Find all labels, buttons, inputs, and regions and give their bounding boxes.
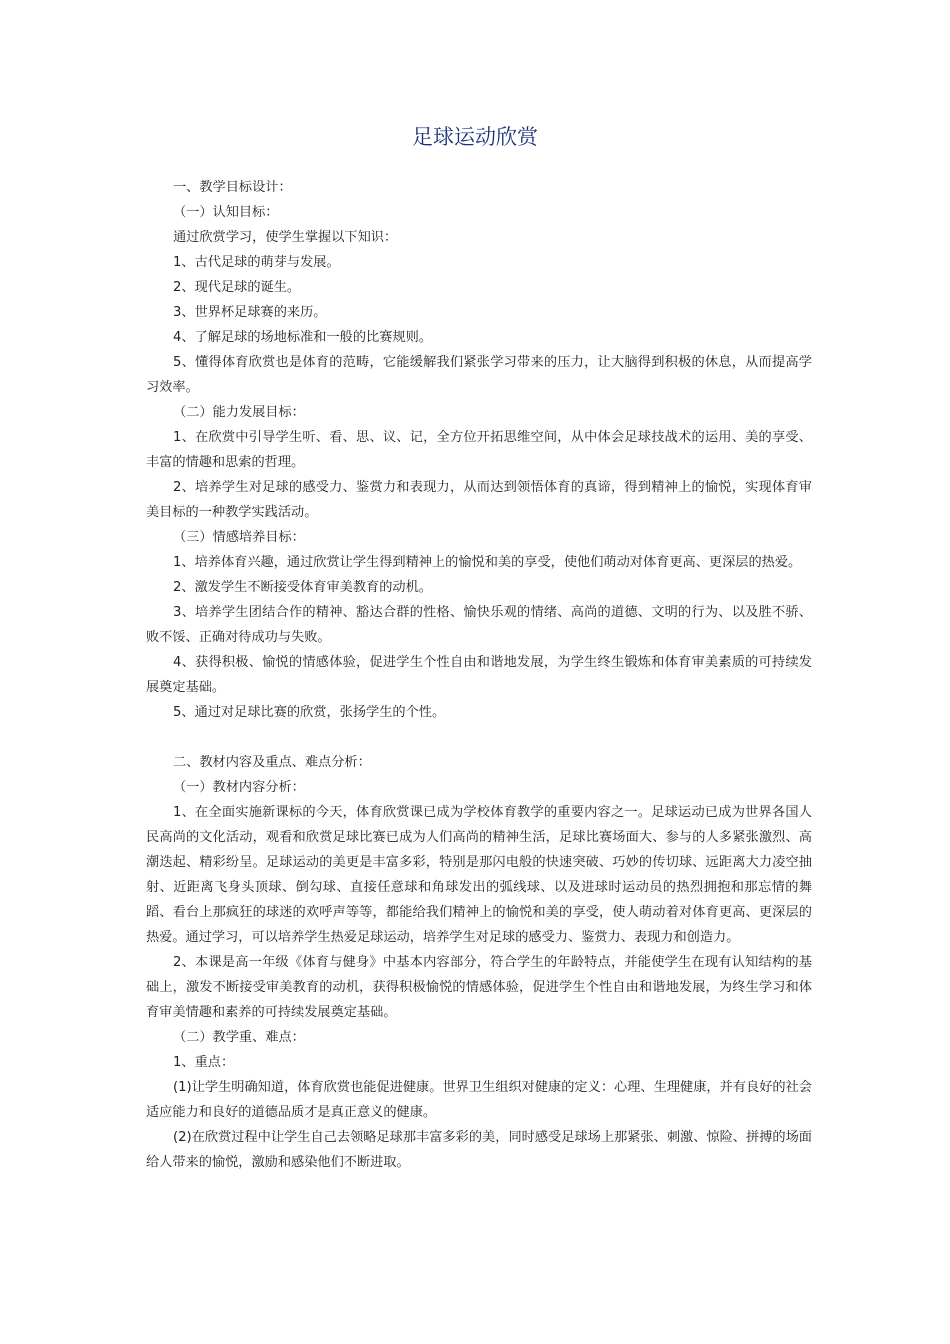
- paragraph: 1、在欣赏中引导学生听、看、思、议、记，全方位开拓思维空间，从中体会足球技战术的运用、美的享受、丰富的情趣和思索的哲理。: [146, 430, 812, 470]
- paragraph: 2、本课是高一年级《体育与健身》中基本内容部分，符合学生的年龄特点，并能使学生在现有认知结构的基础上，激发不断接受审美教育的动机，获得积极愉悦的情感体验，促进学生个性自由和谐地发展，为终生学习和体育审美情趣和素养的可持续发展奠定基础。: [146, 955, 812, 1020]
- paragraph: 二、教材内容及重点、难点分析：: [173, 755, 371, 770]
- document-title: 足球运动欣赏: [412, 125, 538, 149]
- paragraph: （三）情感培养目标：: [173, 530, 305, 545]
- paragraph: （一）教材内容分析：: [173, 780, 305, 795]
- paragraph: 5、懂得体育欣赏也是体育的范畴，它能缓解我们紧张学习带来的压力，让大脑得到积极的休息，从而提高学习效率。: [146, 355, 812, 395]
- paragraph: 1、培养体育兴趣，通过欣赏让学生得到精神上的愉悦和美的享受，使他们萌动对体育更高、更深层的热爱。: [173, 555, 802, 570]
- paragraph: 4、了解足球的场地标准和一般的比赛规则。: [173, 330, 432, 345]
- paragraph: 3、世界杯足球赛的来历。: [173, 305, 327, 320]
- paragraph: （二）能力发展目标：: [173, 405, 305, 420]
- document-body: [146, 175, 812, 1175]
- paragraph: 1、在全面实施新课标的今天，体育欣赏课已成为学校体育教学的重要内容之一。足球运动已成为世界各国人民高尚的文化活动，观看和欣赏足球比赛已成为人们高尚的精神生活，足球比赛场面大、参与的人多紧张激烈、高潮迭起、精彩纷呈。足球运动的美更是丰富多彩，特别是那闪电般的快速突破、巧妙的传切球、远距离大力凌空抽射、近距离飞身头顶球、倒勾球、直接任意球和角球发出的弧线球、以及进球时运动员的热烈拥抱和那忘情的舞蹈、看台上那疯狂的球迷的欢呼声等等，都能给我们精神上的愉悦和美的享受，使人萌动着对体育更高、更深层的热爱。通过学习，可以培养学生热爱足球运动，培养学生对足球的感受力、鉴赏力、表现力和创造力。: [146, 805, 812, 945]
- paragraph: 5、通过对足球比赛的欣赏，张扬学生的个性。: [173, 705, 446, 720]
- paragraph: 2、培养学生对足球的感受力、鉴赏力和表现力，从而达到领悟体育的真谛，得到精神上的愉悦，实现体育审美目标的一种教学实践活动。: [146, 480, 812, 520]
- paragraph: 2、激发学生不断接受体育审美教育的动机。: [173, 580, 432, 595]
- paragraph: 2、现代足球的诞生。: [173, 280, 301, 295]
- paragraph: 一、教学目标设计：: [173, 180, 292, 195]
- paragraph: 1、重点：: [173, 1055, 235, 1070]
- paragraph: 1、古代足球的萌芽与发展。: [173, 255, 340, 270]
- paragraph: 通过欣赏学习，使学生掌握以下知识：: [173, 230, 398, 245]
- paragraph: (2)在欣赏过程中让学生自己去领略足球那丰富多彩的美，同时感受足球场上那紧张、刺激、惊险、拼搏的场面给人带来的愉悦，激励和感染他们不断进取。: [146, 1130, 812, 1170]
- paragraph: （二）教学重、难点：: [173, 1030, 305, 1045]
- blank-line: [146, 725, 812, 750]
- paragraph: 4、获得积极、愉悦的情感体验，促进学生个性自由和谐地发展，为学生终生锻炼和体育审美素质的可持续发展奠定基础。: [146, 655, 812, 695]
- paragraph: （一）认知目标：: [173, 205, 279, 220]
- paragraph: (1)让学生明确知道，体育欣赏也能促进健康。世界卫生组织对健康的定义：心理、生理健康，并有良好的社会适应能力和良好的道德品质才是真正意义的健康。: [146, 1080, 812, 1120]
- paragraph: 3、培养学生团结合作的精神、豁达合群的性格、愉快乐观的情绪、高尚的道德、文明的行为、以及胜不骄、败不馁、正确对待成功与失败。: [146, 605, 812, 645]
